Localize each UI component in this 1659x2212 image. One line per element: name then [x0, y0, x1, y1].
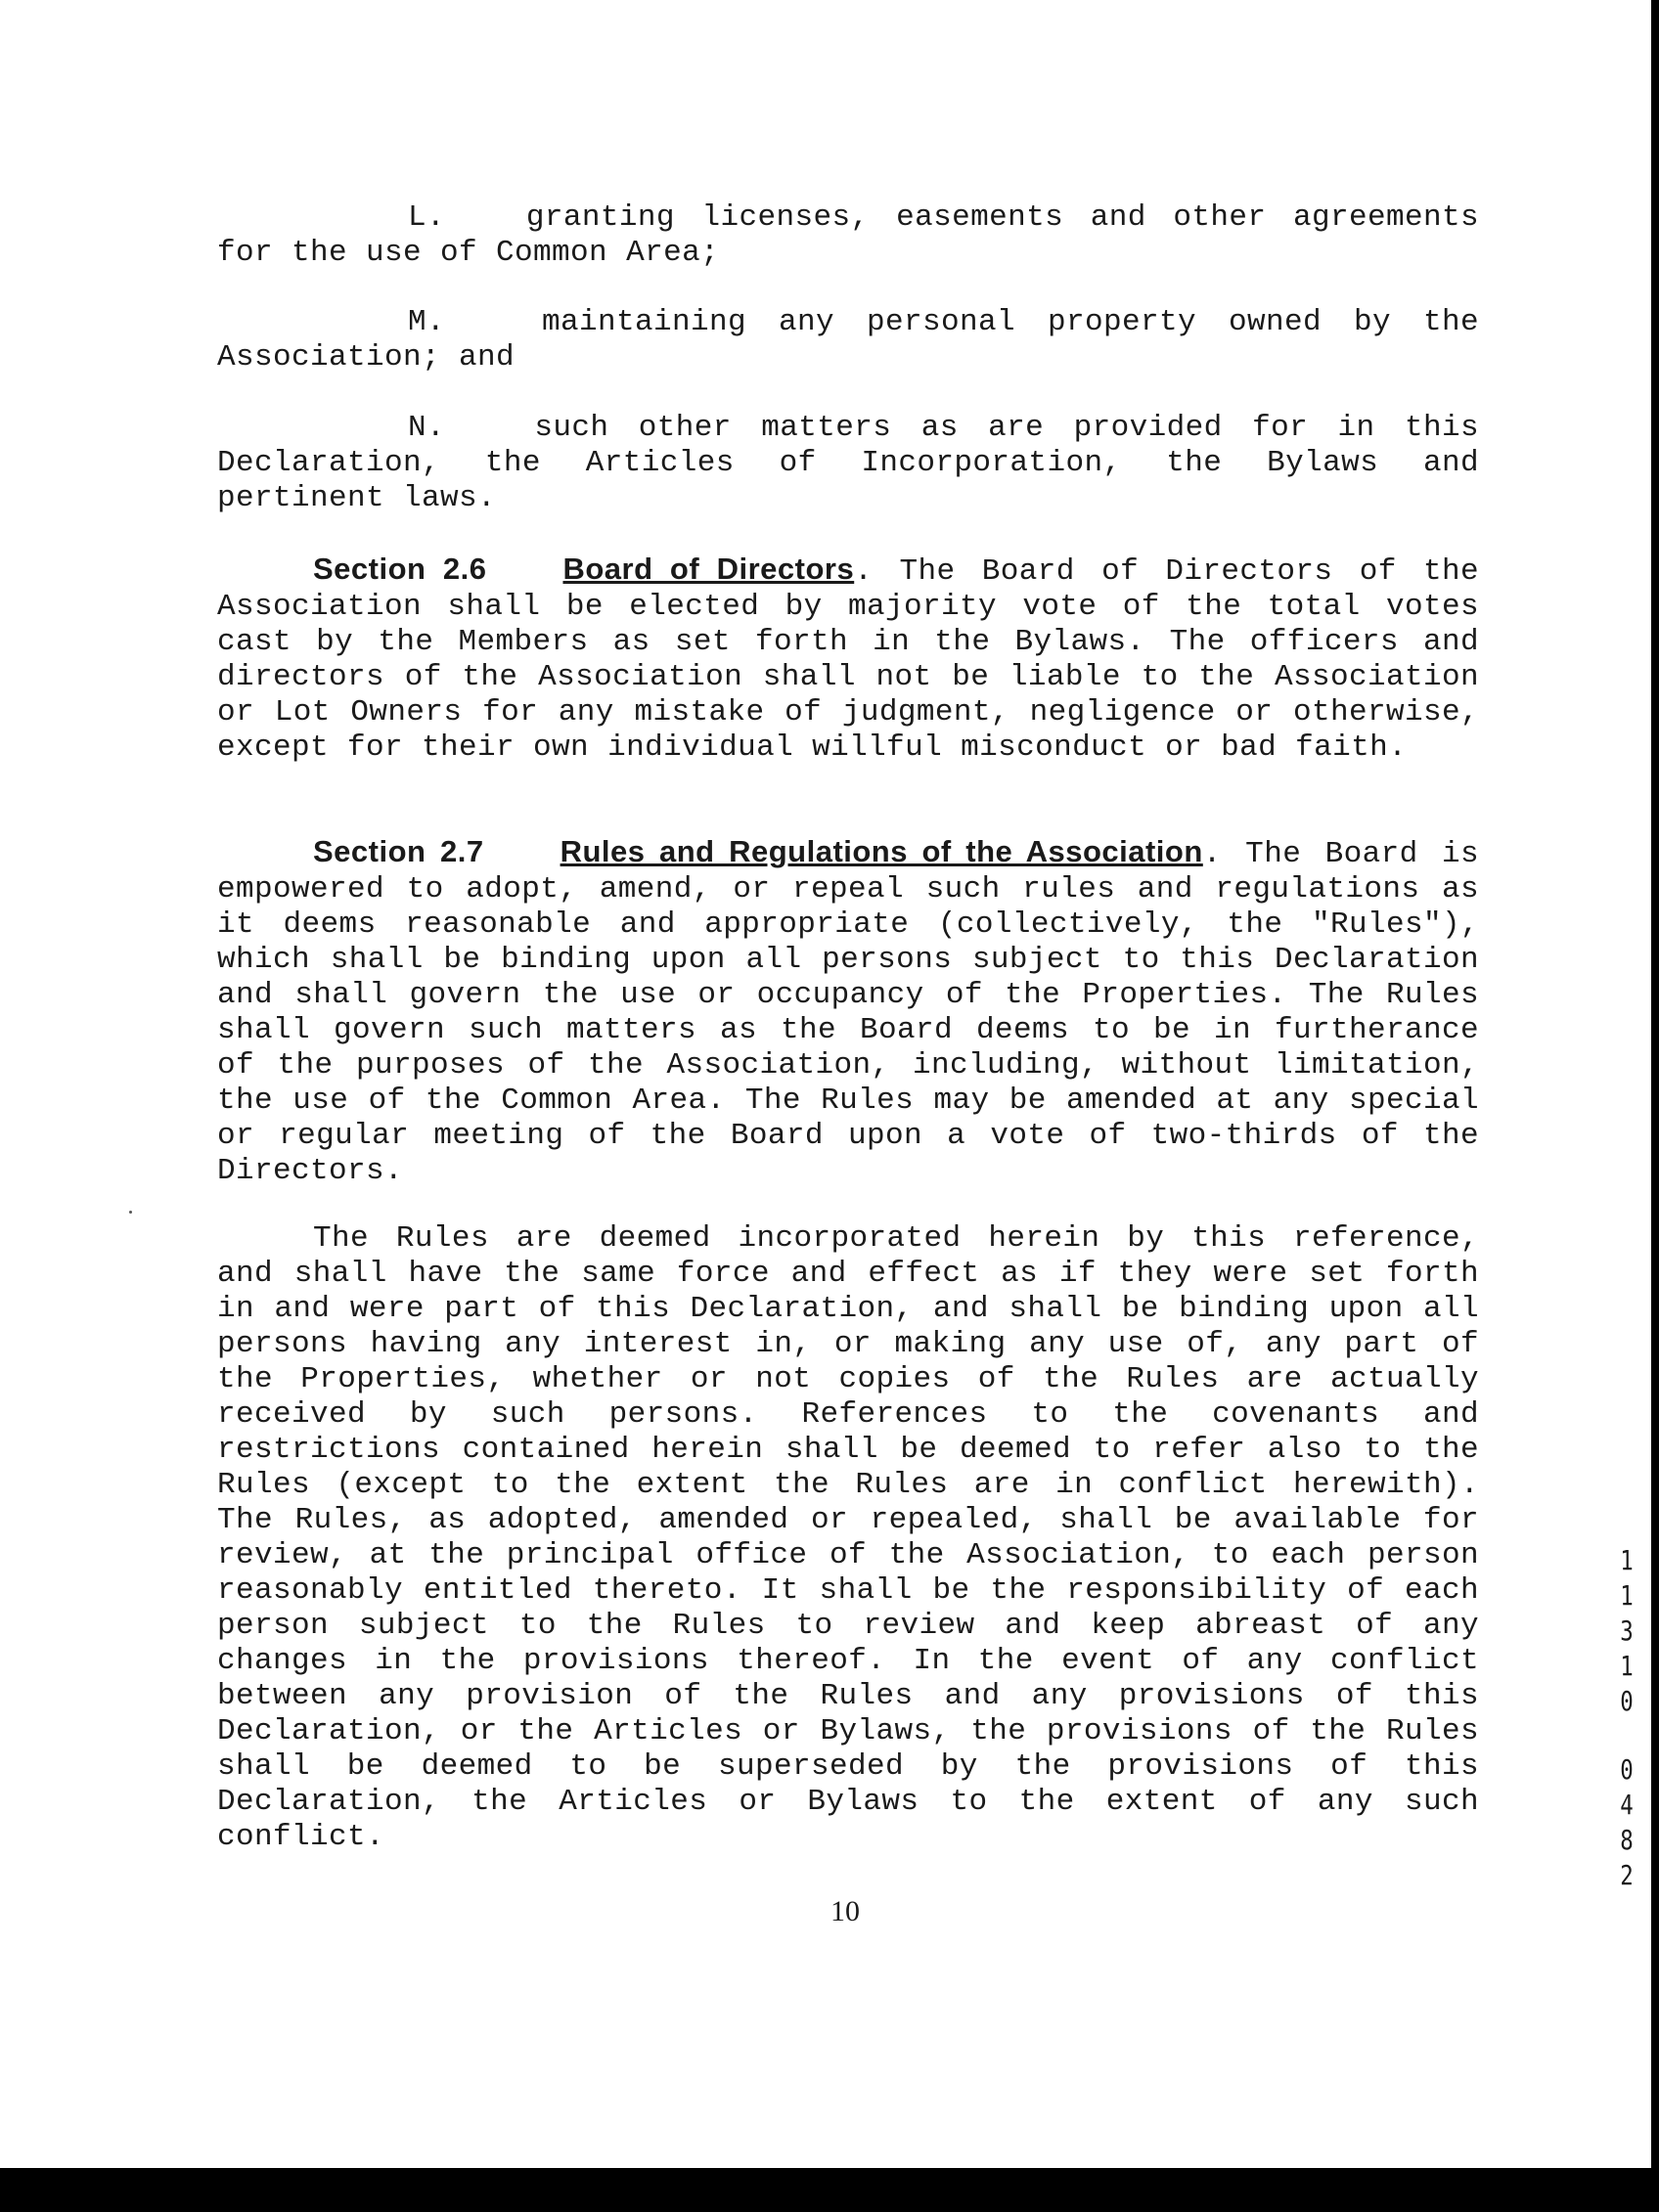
section-2-6: [217, 552, 1479, 766]
paragraph-l-text: granting licenses, easements and other agreements for the use of Common Area;: [217, 200, 1479, 270]
paragraph-n-text: such other matters as are provided for in this Declaration, the Articles of Incorporation, the Bylaws and pertinent laws.: [217, 411, 1479, 515]
section-2-7-paragraph-2: [217, 1221, 1479, 1855]
paragraph-m-text: maintaining any personal property owned by the Association; and: [217, 305, 1479, 375]
stamp-digit: 0: [1620, 1685, 1634, 1717]
stamp-digit: 1: [1620, 1650, 1634, 1682]
page-number: 10: [830, 1895, 860, 1927]
stamp-digit: 0: [1620, 1753, 1634, 1786]
stamp-digit: 1: [1620, 1544, 1634, 1576]
recording-stamp: [1615, 1543, 1638, 1893]
section-2-6-number: Section 2.6: [313, 552, 487, 586]
paragraph-l-label: L.: [408, 200, 446, 235]
scan-speck: [129, 1211, 132, 1214]
section-2-7: [217, 834, 1479, 1189]
stamp-digit: 3: [1620, 1615, 1634, 1647]
stamp-digit: 4: [1620, 1789, 1634, 1821]
stamp-digit: 1: [1620, 1579, 1634, 1612]
stamp-digit: 2: [1620, 1859, 1634, 1891]
stamp-digit: 8: [1620, 1824, 1634, 1856]
section-2-7-number: Section 2.7: [313, 834, 484, 868]
scan-edge-bottom: [0, 2168, 1659, 2212]
scan-edge-right: [1651, 0, 1659, 2212]
paragraph-n: [217, 411, 1479, 516]
section-2-7-body: . The Board is empowered to adopt, amend, or repeal such rules and regulations as it deems reasonable and appropriate (collectively, the "Rules"), which shall be binding upon all persons subject to this Declaration and shall govern the use or occupancy of the Properties. The Rules shall govern such matters as the Board deems to be in furtherance of the purposes of the Association, including, without limitation, the use of the Common Area. The Rules may be amended at any special or regular meeting of the Board upon a vote of two-thirds of the Directors.: [217, 837, 1479, 1188]
section-2-6-body: . The Board of Directors of the Association shall be elected by majority vote of the total votes cast by the Members as set forth in the Bylaws. The officers and directors of the Association shall not be liable to the Association or Lot Owners for any mistake of judgment, negligence or otherwise, except for their own individual willful misconduct or bad faith.: [217, 554, 1479, 765]
paragraph-m-label: M.: [408, 305, 446, 339]
paragraph-n-label: N.: [408, 411, 446, 445]
section-2-6-title: Board of Directors: [562, 552, 855, 586]
paragraph-l: [217, 200, 1479, 271]
section-2-7-title: Rules and Regulations of the Association: [560, 834, 1203, 868]
paragraph-m: [217, 305, 1479, 376]
section-2-7-paragraph-2-text: The Rules are deemed incorporated herein by this reference, and shall have the same force and effect as if they were set forth in and were part of this Declaration, and shall be binding upon all persons having any interest in, or making any use of, any part of the Properties, whether or not copies of the Rules are actually received by such persons. References to the covenants and restrictions contained herein shall be deemed to refer also to the Rules (except to the extent the Rules are in conflict herewith). The Rules, as adopted, amended or repealed, shall be available for review, at the principal office of the Association, to each person reasonably entitled thereto. It shall be the responsibility of each person subject to the Rules to review and keep abreast of any changes in the provisions thereof. In the event of any conflict between any provision of the Rules and any provisions of this Declaration, or the Articles or Bylaws, the provisions of the Rules shall be deemed to be superseded by the provisions of this Declaration, the Articles or Bylaws to the extent of any such conflict.: [217, 1221, 1479, 1854]
